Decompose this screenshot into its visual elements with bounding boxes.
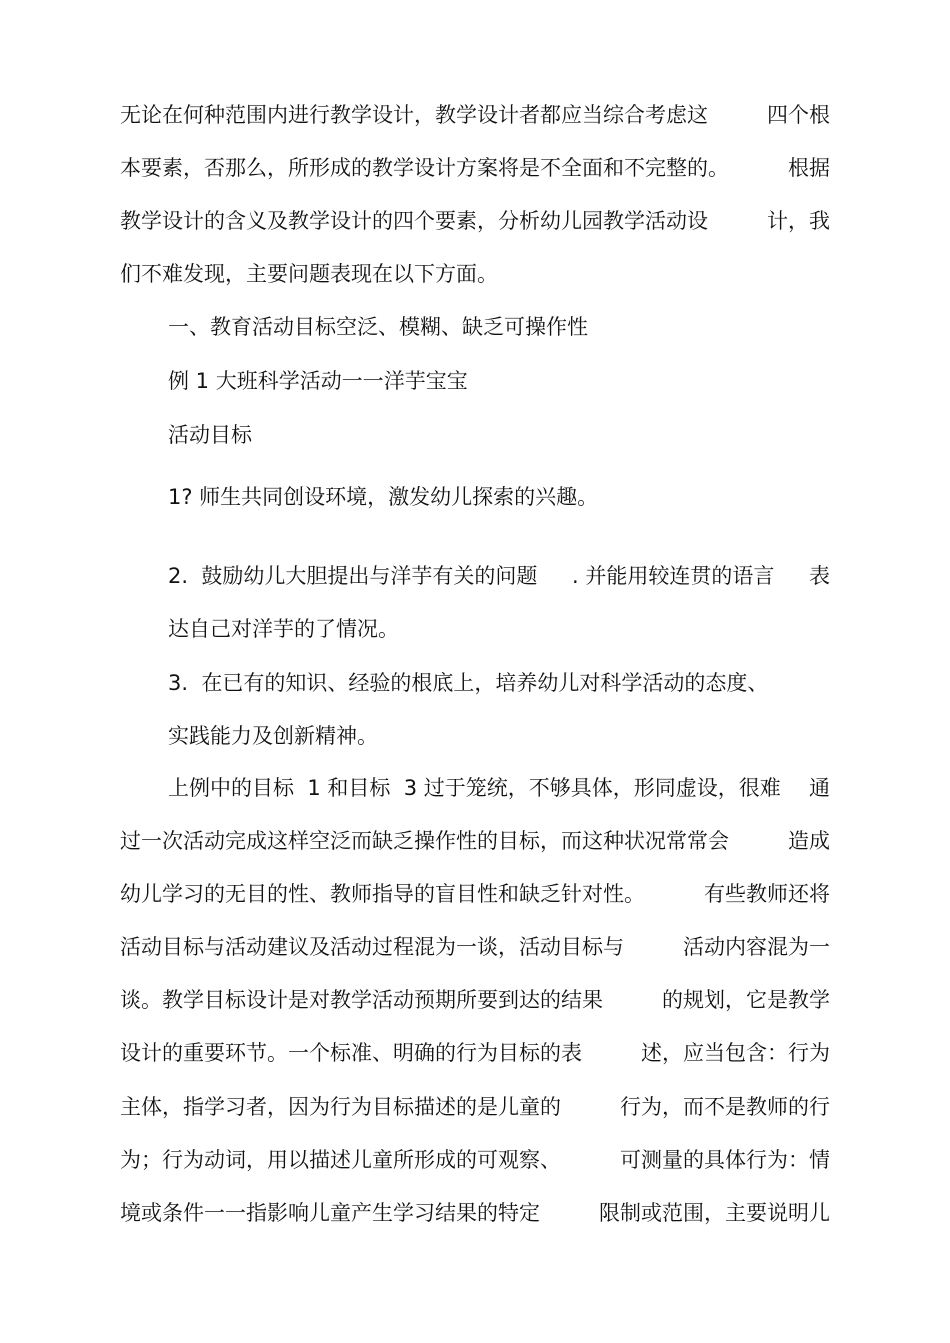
list-item-continuation: 实践能力及创新精神。 [168,724,378,748]
paragraph-line: 教学设计的含义及教学设计的四个要素，分析幼儿园教学活动设 计，我 [120,209,830,233]
list-item-continuation: 达自己对洋芋的了情况。 [168,617,399,641]
paragraph-line: 们不难发现，主要问题表现在以下方面。 [120,262,498,286]
paragraph-line: 主体，指学习者，因为行为目标描述的是儿童的 行为，而不是教师的行 [120,1095,830,1119]
paragraph-line: 境或条件一一指影响儿童产生学习结果的特定 限制或范围，主要说明儿 [120,1201,830,1225]
paragraph-line: 过一次活动完成这样空泛而缺乏操作性的目标，而这种状况常常会 造成 [120,829,830,853]
paragraph-line: 本要素，否那么，所形成的教学设计方案将是不全面和不完整的。 根据 [120,156,830,180]
paragraph-line: 谈。教学目标设计是对教学活动预期所要到达的结果 的规划，它是教学 [120,988,830,1012]
subheading: 活动目标 [168,423,252,447]
paragraph-line: 幼儿学习的无目的性、教师指导的盲目性和缺乏针对性。 有些教师还将 [120,882,830,906]
paragraph-line: 上例中的目标 1 和目标 3 过于笼统，不够具体，形同虚设，很难 通 [168,776,830,800]
section-heading: 一、教育活动目标空泛、模糊、缺乏可操作性 [168,315,588,339]
paragraph-line: 活动目标与活动建议及活动过程混为一谈，活动目标与 活动内容混为一 [120,935,830,959]
paragraph-line: 无论在何种范围内进行教学设计，教学设计者都应当综合考虑这 四个根 [120,103,830,127]
list-item: 2. 鼓励幼儿大胆提出与洋芋有关的问题 . 并能用较连贯的语言 表 [168,564,830,588]
paragraph-line: 设计的重要环节。一个标准、明确的行为目标的表 述，应当包含：行为 [120,1041,830,1065]
paragraph-line: 为；行为动词，用以描述儿童所形成的可观察、 可测量的具体行为：情 [120,1148,830,1172]
list-item: 1? 师生共同创设环境，激发幼儿探索的兴趣。 [168,485,599,509]
example-title: 例 1 大班科学活动一一洋芋宝宝 [168,369,468,393]
list-item: 3. 在已有的知识、经验的根底上，培养幼儿对科学活动的态度、 [168,671,769,695]
